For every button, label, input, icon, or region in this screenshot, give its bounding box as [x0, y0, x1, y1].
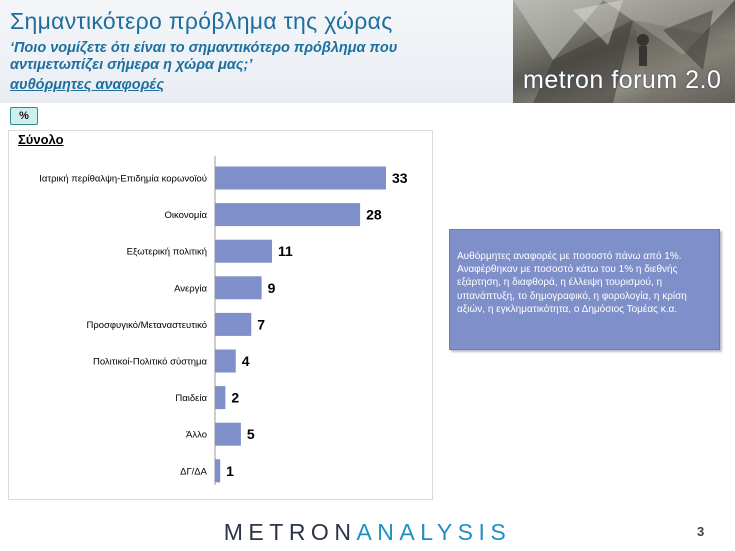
- category-label-1: Οικονομία: [164, 210, 207, 222]
- value-label-2: 11: [278, 243, 293, 260]
- category-label-4: Προσφυγικό/Μεταναστευτικό: [86, 319, 207, 331]
- metron-forum-logo: metron forum 2.0: [523, 66, 722, 94]
- bar-7: [215, 423, 241, 446]
- question-subtitle: ‘Ποιο νομίζετε ότι είναι το σημαντικότερο πρόβλημα που αντιμετωπίζει σήμερα η χώρα μας;’: [10, 40, 398, 73]
- value-label-6: 2: [231, 389, 240, 406]
- page-number: 3: [697, 524, 705, 539]
- category-label-7: Άλλο: [186, 429, 207, 441]
- bar-2: [215, 240, 272, 263]
- logo-analysis: ANALYSIS: [356, 519, 512, 545]
- category-label-8: ΔΓ/ΔΑ: [180, 466, 207, 478]
- chart-panel: [8, 130, 433, 500]
- unit-badge: %: [10, 107, 38, 125]
- category-label-2: Εξωτερική πολιτική: [126, 246, 207, 258]
- bar-chart: [9, 131, 432, 499]
- value-label-0: 33: [392, 170, 408, 186]
- header: [0, 0, 735, 103]
- bar-3: [215, 276, 262, 299]
- value-label-8: 1: [226, 462, 234, 479]
- value-label-4: 7: [257, 316, 266, 333]
- category-label-6: Παιδεία: [175, 393, 207, 405]
- metron-analysis-logo: [0, 519, 735, 546]
- bar-8: [215, 459, 220, 482]
- header-photo: [513, 0, 735, 103]
- category-label-5: Πολιτικοί-Πολιτικό σύστημα: [92, 356, 207, 368]
- value-label-7: 5: [246, 426, 255, 443]
- value-label-3: 9: [267, 279, 276, 296]
- bar-6: [215, 386, 225, 409]
- spontaneous-mentions-label: αυθόρμητες αναφορές: [10, 77, 165, 93]
- bar-0: [215, 167, 386, 190]
- category-label-3: Ανεργία: [174, 283, 207, 295]
- bar-1: [215, 203, 360, 226]
- bar-4: [215, 313, 251, 336]
- bar-5: [215, 350, 236, 373]
- note-box: Αυθόρμητες αναφορές με ποσοστό πάνω από 1%. Αναφέρθηκαν με ποσοστό κάτω του 1% η διεθνής εξάρτηση, η διαφθορά, η έλλειψη τουρισμού, η υπανάπτυξη, το δημογραφικό, η φορολογία, η κρίση αξιών, η εγκληματικότητα, ο Δημόσιος Τομέας κ.α.: [449, 229, 720, 350]
- value-label-5: 4: [241, 353, 250, 369]
- category-label-0: Ιατρική περίθαλψη-Επιδημία κορωνοϊού: [39, 173, 207, 185]
- value-label-1: 28: [366, 206, 382, 223]
- panel-title: Σύνολο: [18, 132, 64, 147]
- page-title: Σημαντικότερο πρόβλημα της χώρας: [10, 8, 393, 34]
- logo-metron: METRON: [223, 519, 357, 545]
